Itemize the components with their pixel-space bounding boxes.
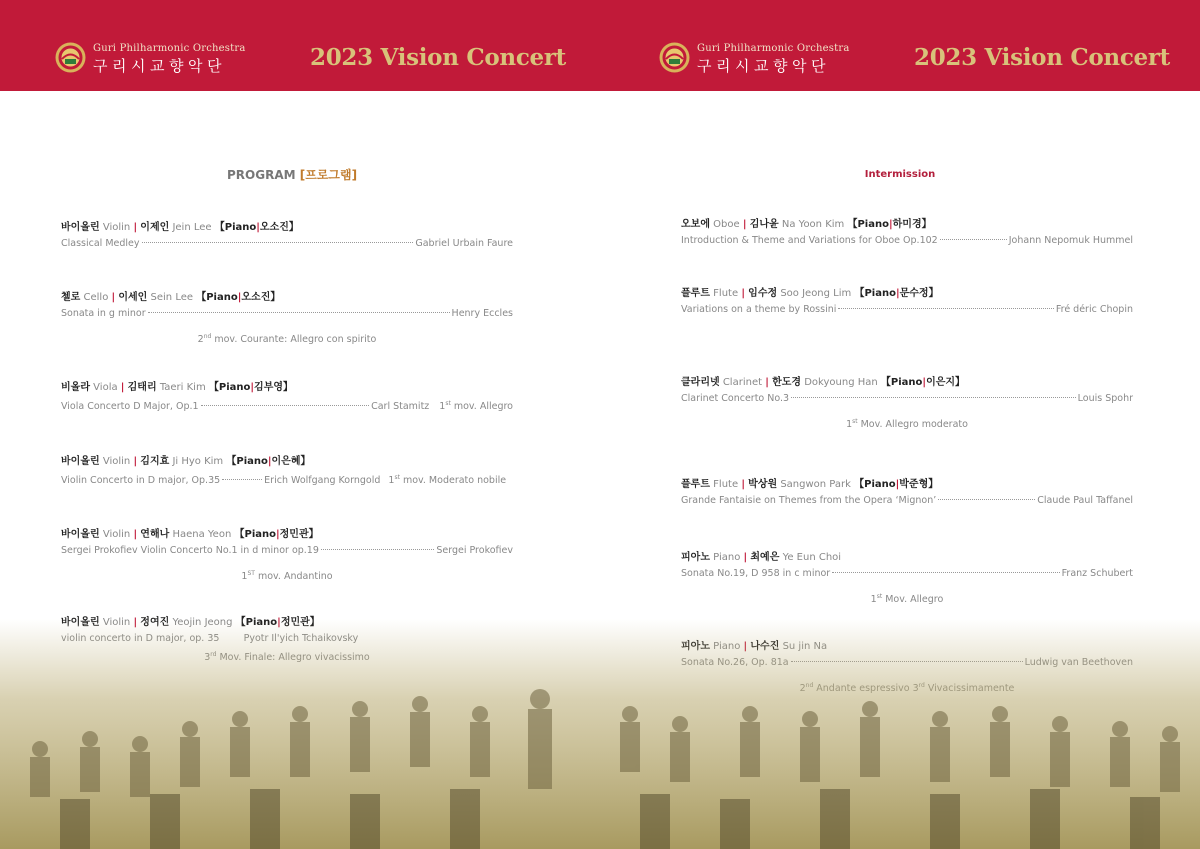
piano-label: 【Piano [847, 219, 889, 230]
piano-label: 【Piano [234, 529, 276, 540]
piece-title: Introduction & Theme and Variations for Oboe Op.102 [681, 235, 938, 246]
performer-name-korean: 김지효 [140, 456, 170, 467]
piece-title: Classical Medley [61, 238, 140, 249]
performer-name-korean: 최예은 [750, 552, 780, 563]
movement-line: 1ST mov. Andantino [241, 570, 333, 583]
performer-name-korean: 연해나 [140, 529, 170, 540]
composer: Gabriel Urbain Faure [415, 238, 513, 249]
dot-leader [940, 239, 1007, 240]
performer-line: 피아노 Piano | 최예은 Ye Eun Choi [681, 552, 842, 563]
pianist-name: 문수정】 [899, 288, 939, 299]
movement-line: 2nd mov. Courante: Allegro con spirito [197, 333, 377, 346]
performer-name-english: Taeri Kim [159, 382, 206, 393]
piano-label: 【Piano [880, 377, 923, 388]
piece-line [681, 567, 1133, 580]
program-heading [227, 166, 357, 183]
performer-name-english: Jein Lee [172, 222, 212, 233]
dot-leader [222, 479, 262, 480]
movement-line: 1st Mov. Allegro [870, 593, 944, 606]
performer-name-english: Na Yoon Kim [781, 219, 845, 230]
performer-line: 비올라 Viola | 김태리 Taeri Kim 【Piano|김부영】 [61, 382, 294, 393]
performer-line: 클라리넷 Clarinet | 한도경 Dokyoung Han 【Piano|이은지】 [681, 377, 966, 388]
program-item [681, 218, 1133, 247]
org-name-english: Guri Philharmonic Orchestra [697, 43, 850, 54]
performer-line: 바이올린 Violin | 김지효 Ji Hyo Kim 【Piano|이은혜】 [61, 456, 311, 467]
program-item [61, 221, 513, 250]
piece-title: Sergei Prokofiev Violin Concerto No.1 in d minor op.19 [61, 545, 319, 556]
performer-name-english: Ye Eun Choi [782, 552, 842, 563]
program-item [61, 455, 513, 487]
composer: Johann Nepomuk Hummel [1008, 235, 1133, 246]
piece-line [61, 397, 513, 413]
piece-line [681, 303, 1133, 316]
piano-label: 【Piano [854, 479, 896, 490]
piece-line [61, 471, 513, 487]
instrument-korean: 오보에 [681, 219, 710, 230]
instrument-korean: 바이올린 [61, 456, 100, 467]
performer-name-korean: 이제인 [140, 222, 170, 233]
piece-title: Sonata in g minor [61, 308, 146, 319]
movement-inline: 1st mov. Allegro [439, 400, 513, 413]
orchestra-photo [0, 619, 600, 849]
composer: Claude Paul Taffanel [1037, 495, 1133, 506]
instrument-korean: 바이올린 [61, 222, 100, 233]
piece-line [61, 544, 513, 557]
performer-name-english: Soo Jeong Lim [780, 288, 852, 299]
piece-title: Clarinet Concerto No.3 [681, 393, 790, 404]
program-item [681, 376, 1133, 431]
piece-title: Violin Concerto in D major, Op.35 [61, 475, 221, 487]
pianist-name: 오소진】 [259, 222, 299, 233]
instrument-english: Flute [713, 288, 739, 299]
pianist-name: 오소진】 [241, 292, 281, 303]
instrument-korean: 바이올린 [61, 529, 100, 540]
intermission-label: Intermission [864, 169, 936, 180]
org-name-korean: 구리시교향악단 [93, 57, 226, 75]
concert-title: 2023 Vision Concert [310, 44, 567, 71]
performer-name-korean: 김나윤 [749, 219, 779, 230]
instrument-english: Violin [102, 222, 131, 233]
performer-line: 플루트 Flute | 박상원 Sangwon Park 【Piano|박준형】 [681, 479, 939, 490]
performer-line: 플루트 Flute | 임수정 Soo Jeong Lim 【Piano|문수정】 [681, 288, 939, 299]
program-item [681, 551, 1133, 606]
piano-label: 【Piano [854, 288, 896, 299]
performer-name-korean: 한도경 [772, 377, 802, 388]
dot-leader [148, 312, 450, 313]
program-label: PROGRAM [227, 168, 296, 182]
program-item [61, 528, 513, 583]
performer-name-english: Dokyoung Han [804, 377, 878, 388]
piece-line [681, 234, 1133, 247]
piece-title: Grande Fantaisie on Themes from the Opera ‘Mignon’ [681, 495, 937, 506]
program-item [61, 381, 513, 413]
performer-name-english: Sangwon Park [780, 479, 851, 490]
piece-line [681, 392, 1133, 405]
composer: Erich Wolfgang Korngold [264, 475, 381, 487]
performer-name-korean: 임수정 [748, 288, 778, 299]
pianist-name: 박준형】 [899, 479, 939, 490]
pianist-name: 김부영】 [254, 382, 294, 393]
dot-leader [791, 397, 1076, 398]
performer-line: 바이올린 Violin | 연해나 Haena Yeon 【Piano|정민관】 [61, 529, 319, 540]
dot-leader [201, 405, 370, 406]
header-banner [600, 0, 1200, 91]
movement-inline: 1st mov. Moderato nobile [388, 474, 507, 487]
composer: Louis Spohr [1077, 393, 1133, 404]
org-name-english: Guri Philharmonic Orchestra [93, 43, 246, 54]
instrument-korean: 플루트 [681, 288, 710, 299]
instrument-korean: 첼로 [61, 292, 81, 303]
composer: Franz Schubert [1061, 568, 1133, 579]
performer-name-korean: 박상원 [748, 479, 778, 490]
pianist-name: 정민관】 [279, 529, 319, 540]
dot-leader [838, 308, 1053, 309]
piece-title: Sonata No.19, D 958 in c minor [681, 568, 831, 579]
instrument-english: Violin [102, 529, 131, 540]
performer-name-english: Haena Yeon [172, 529, 232, 540]
instrument-korean: 플루트 [681, 479, 710, 490]
dot-leader [832, 572, 1059, 573]
pianist-name: 이은지】 [926, 377, 966, 388]
composer: Fré déric Chopin [1055, 304, 1133, 315]
instrument-english: Flute [713, 479, 739, 490]
instrument-english: Viola [93, 382, 118, 393]
header-banner [0, 0, 600, 91]
dot-leader [938, 499, 1035, 500]
instrument-english: Piano [713, 552, 741, 563]
composer: Carl Stamitz [371, 401, 430, 413]
instrument-english: Cello [83, 292, 109, 303]
piece-title: Variations on a theme by Rossini [681, 304, 837, 315]
dot-leader [321, 549, 434, 550]
performer-name-korean: 김태리 [127, 382, 157, 393]
org-name-korean: 구리시교향악단 [697, 57, 830, 75]
composer: Sergei Prokofiev [436, 545, 513, 556]
orchestra-logo-icon [659, 42, 690, 73]
performer-name-korean: 이세인 [118, 292, 148, 303]
piece-line [61, 307, 513, 320]
instrument-korean: 피아노 [681, 552, 710, 563]
pianist-name: 하미경】 [892, 219, 932, 230]
performer-line: 바이올린 Violin | 이제인 Jein Lee 【Piano|오소진】 [61, 222, 299, 233]
piece-line [61, 237, 513, 250]
piece-title: Viola Concerto D Major, Op.1 [61, 401, 199, 413]
program-item [681, 478, 1133, 507]
composer: Henry Eccles [451, 308, 513, 319]
piano-label: 【Piano [214, 222, 257, 233]
performer-line: 오보에 Oboe | 김나윤 Na Yoon Kim 【Piano|하미경】 [681, 219, 932, 230]
piece-line [681, 494, 1133, 507]
program-item [61, 291, 513, 346]
instrument-english: Violin [102, 456, 131, 467]
instrument-english: Clarinet [722, 377, 763, 388]
instrument-korean: 비올라 [61, 382, 90, 393]
piano-label: 【Piano [208, 382, 251, 393]
concert-title: 2023 Vision Concert [914, 44, 1171, 71]
performer-name-english: Sein Lee [150, 292, 194, 303]
right-page [600, 0, 1200, 849]
program-item [681, 287, 1133, 316]
program-label-korean: [프로그램] [299, 168, 358, 182]
movement-line: 1st Mov. Allegro moderato [846, 418, 968, 431]
orchestra-photo [600, 619, 1200, 849]
orchestra-logo-icon [55, 42, 86, 73]
instrument-english: Oboe [713, 219, 740, 230]
instrument-korean: 클라리넷 [681, 377, 720, 388]
dot-leader [142, 242, 414, 243]
pianist-name: 이은혜】 [271, 456, 311, 467]
piano-label: 【Piano [226, 456, 268, 467]
piano-label: 【Piano [196, 292, 238, 303]
performer-name-english: Ji Hyo Kim [172, 456, 224, 467]
performer-line: 첼로 Cello | 이세인 Sein Lee 【Piano|오소진】 [61, 292, 281, 303]
